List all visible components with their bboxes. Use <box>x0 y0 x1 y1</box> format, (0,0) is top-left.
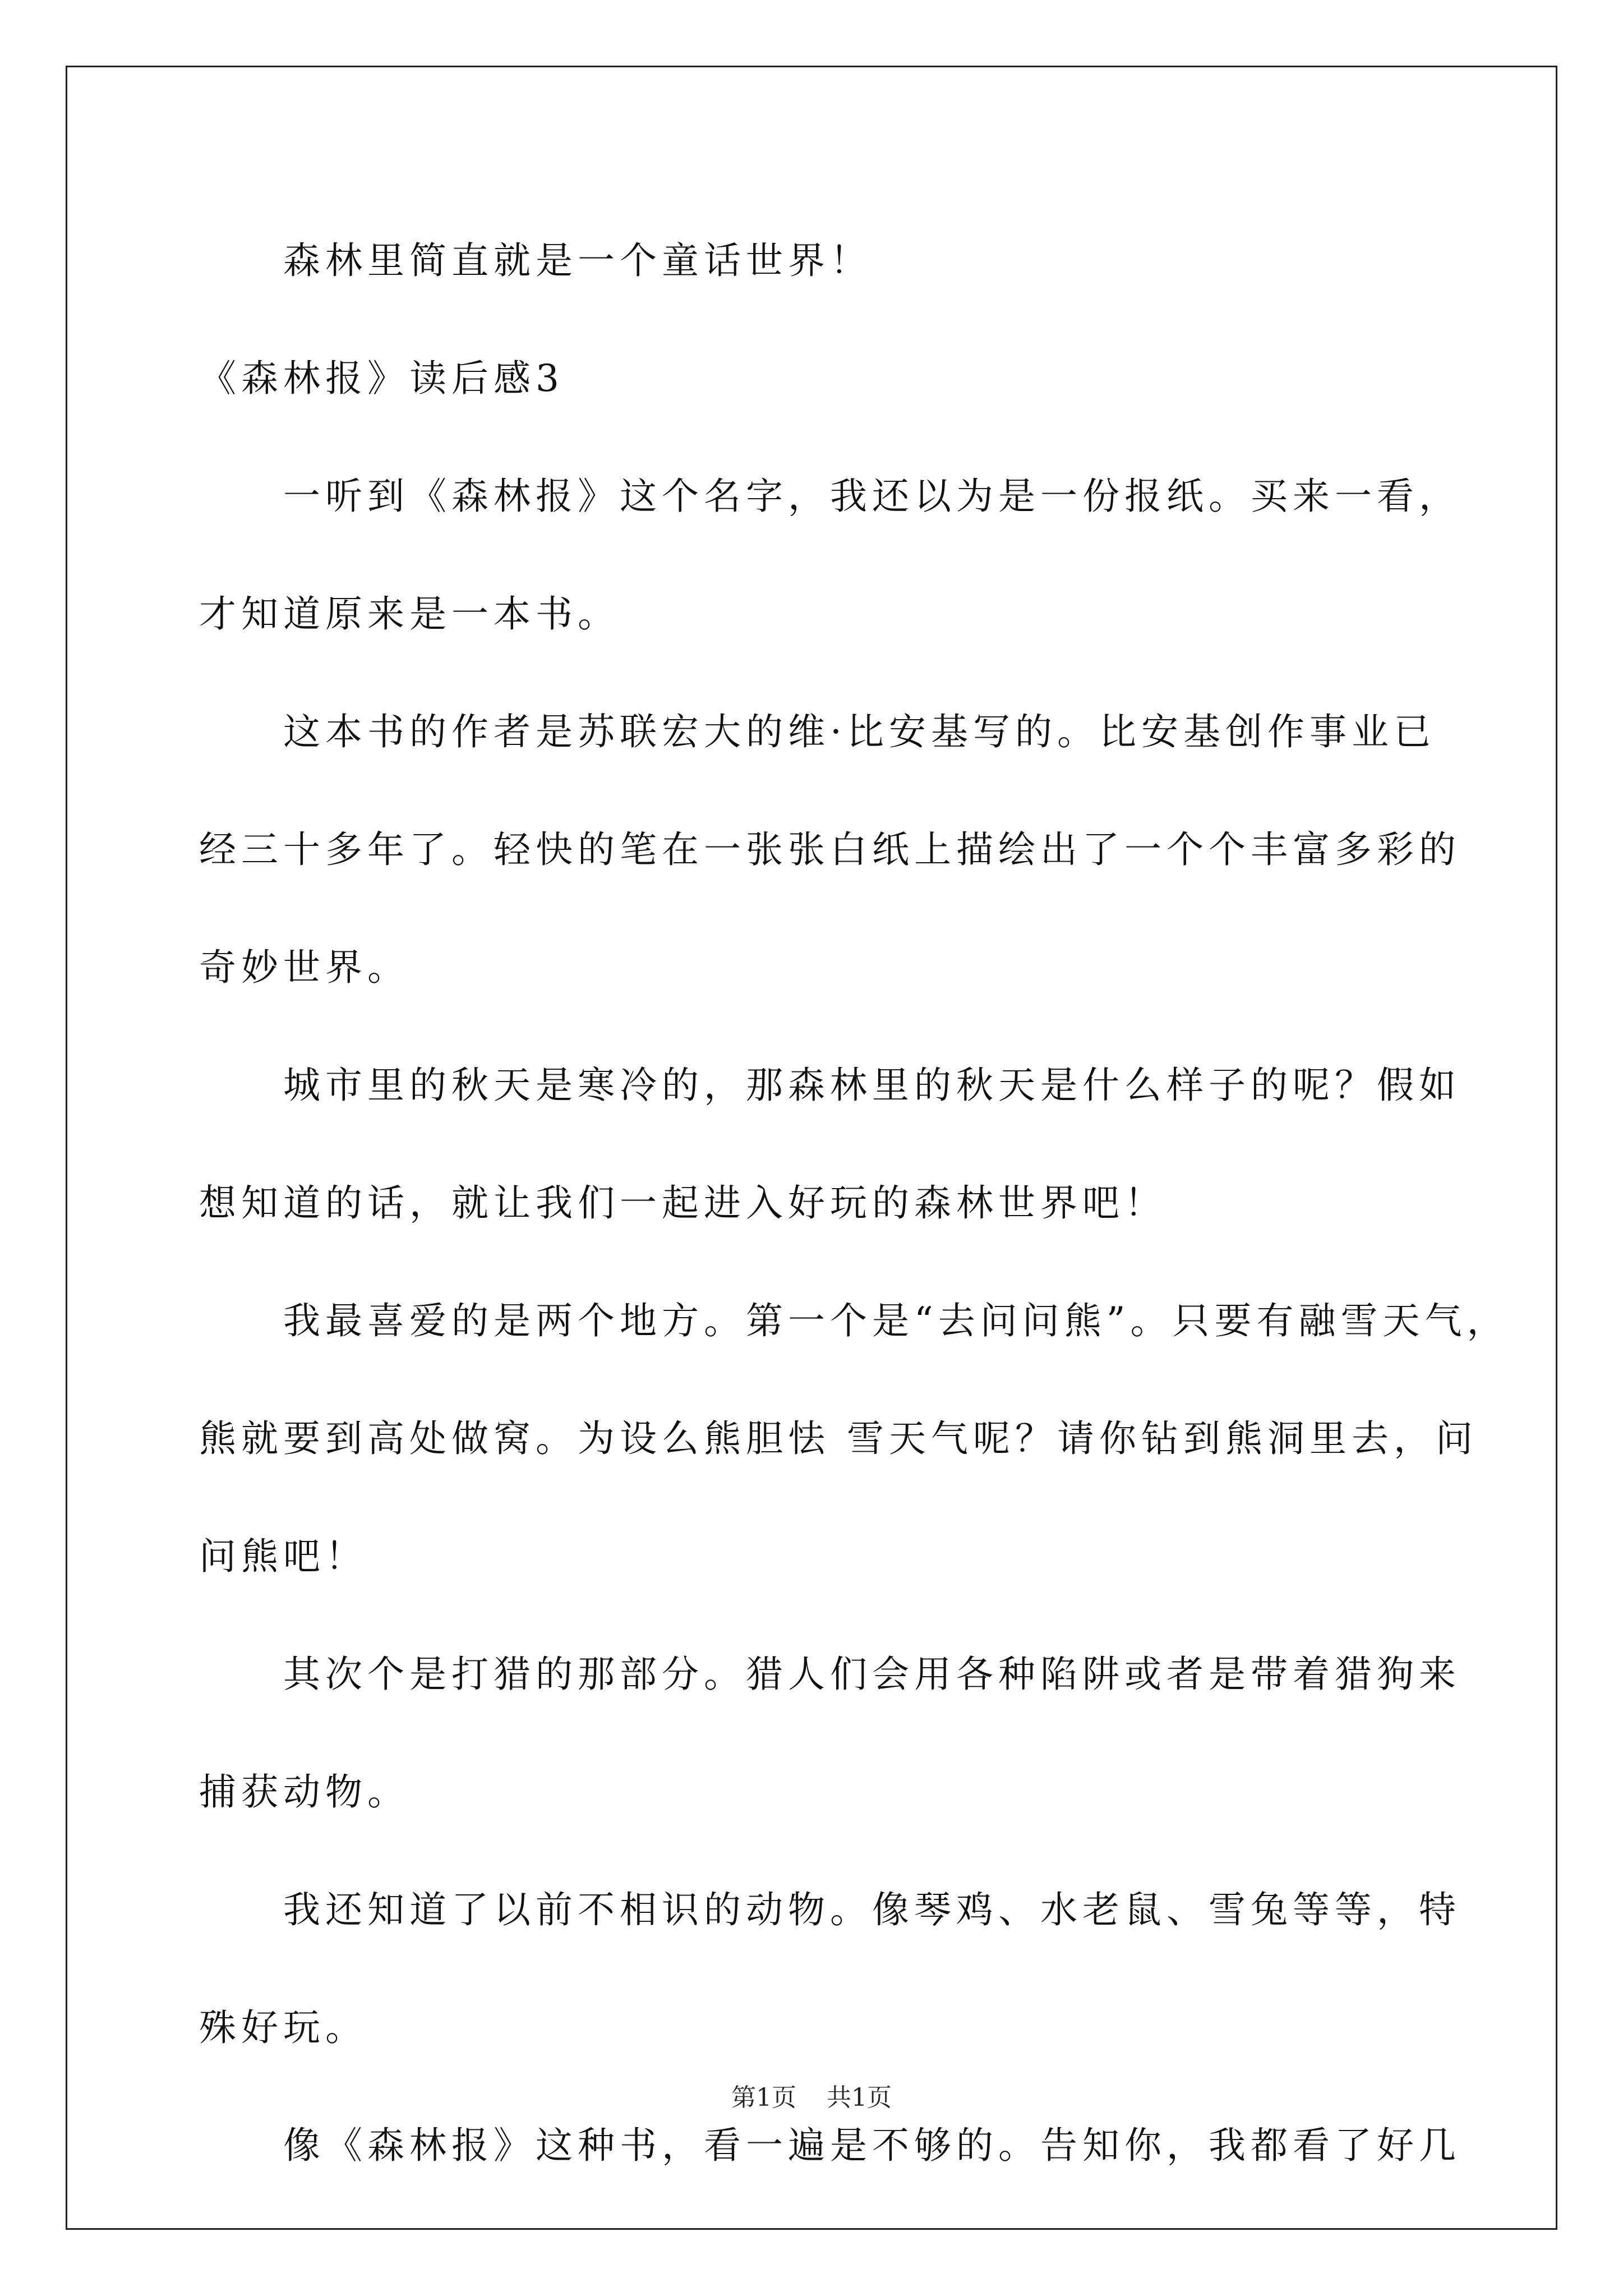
paragraph-line: 捕获动物。 <box>199 1770 409 1814</box>
paragraph-line: 经三十多年了。轻快的笔在一张张白纸上描绘出了一个个丰富多彩的 <box>199 828 1461 871</box>
paragraph-line: 才知道原来是一本书。 <box>199 592 620 636</box>
paragraph-line: 城市里的秋天是寒冷的，那森林里的秋天是什么样子的呢？假如 <box>283 1064 1461 1107</box>
paragraph-line: 熊就要到高处做窝。为设么熊胆怯 雪天气呢？请你钻到熊洞里去，问 <box>199 1417 1478 1460</box>
section-title: 《森林报》读后感3 <box>199 357 564 400</box>
paragraph-line: 像《森林报》这种书，看一遍是不够的。告知你，我都看了好几 <box>283 2124 1461 2167</box>
page-number-current: 第1页 <box>731 2083 796 2112</box>
paragraph-line: 这本书的作者是苏联宏大的维·比安基写的。比安基创作事业已 <box>283 710 1436 753</box>
page-number-total: 共1页 <box>827 2083 892 2112</box>
paragraph-line: 我最喜爱的是两个地方。第一个是“去问问熊”。只要有融雪天气， <box>283 1299 1509 1342</box>
paragraph-line: 奇妙世界。 <box>199 946 409 989</box>
paragraph-line: 我还知道了以前不相识的动物。像琴鸡、水老鼠、雪兔等等，特 <box>283 1888 1461 1931</box>
paragraph-line: 想知道的话，就让我们一起进入好玩的森林世界吧！ <box>199 1181 1166 1225</box>
paragraph-line: 一听到《森林报》这个名字，我还以为是一份报纸。买来一看， <box>283 475 1461 518</box>
document-body <box>199 202 1509 2205</box>
paragraph-line: 其次个是打猎的那部分。猎人们会用各种陷阱或者是带着猎狗来 <box>283 1653 1461 1696</box>
page-footer <box>0 2081 1623 2115</box>
paragraph-line: 森林里简直就是一个童话世界！ <box>283 239 872 282</box>
paragraph-line: 殊好玩。 <box>199 2006 367 2049</box>
paragraph-line: 问熊吧！ <box>199 1535 367 1578</box>
